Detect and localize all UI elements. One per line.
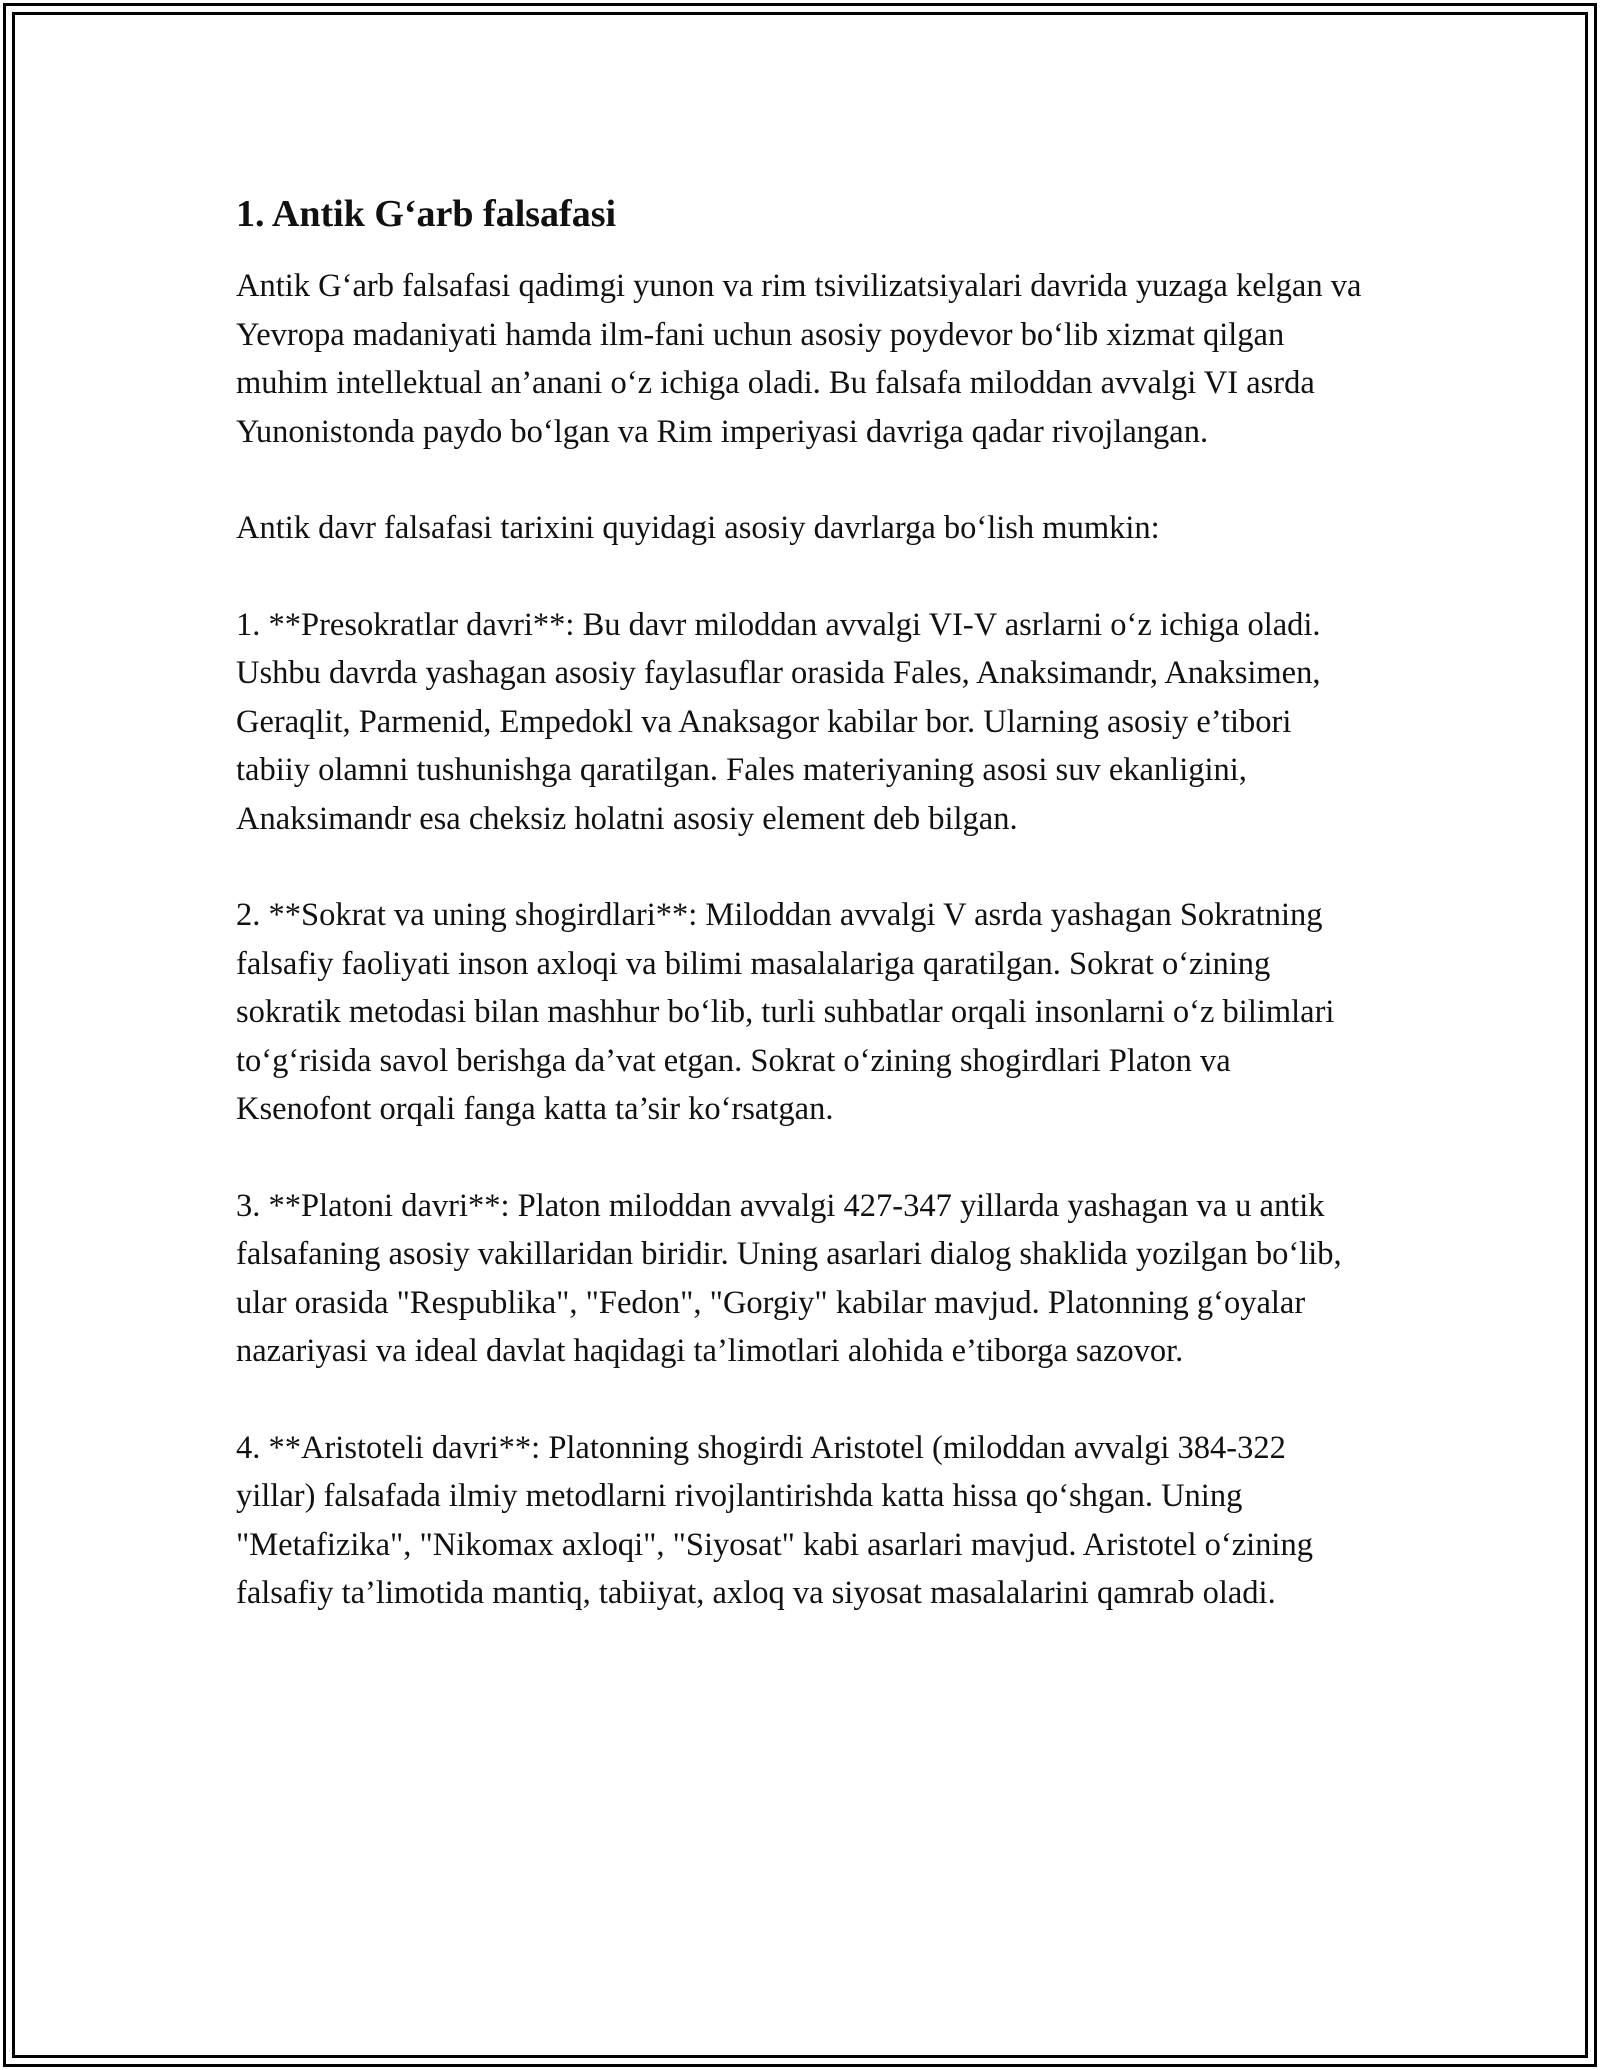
paragraph-plato: 3. **Platoni davri**: Platon miloddan avvalgi 427-347 yillarda yashagan va u antik falsafaning asosiy vakillaridan biridir. Uning asarlari dialog shaklida yozilgan bo‘lib, ular orasida "Respublika", "Fedon", "Gorgiy" kabilar mavjud. Platonning g‘oyalar nazariyasi va ideal davlat haqidagi ta’limotlari alohida e’tiborga sazovor. bbox=[236, 1187, 1342, 1369]
paragraph-aristotle: 4. **Aristoteli davri**: Platonning shogirdi Aristotel (miloddan avvalgi 384-322 yillar) falsafada ilmiy metodlarni rivojlantirishda katta hissa qo‘shgan. Uning "Metafizika", "Nikomax axloqi", "Siyosat" kabi asarlari mavjud. Aristotel o‘zining falsafiy ta’limotida mantiq, tabiiyat, axloq va siyosat masalalarini qamrab oladi. bbox=[236, 1429, 1313, 1611]
paragraph-intro: Antik G‘arb falsafasi qadimgi yunon va rim tsivilizatsiyalari davrida yuzaga kelgan va Yevropa madaniyati hamda ilm-fani uchun asosiy poydevor bo‘lib xizmat qilgan muhim intellektual an’anani o‘z ichiga oladi. Bu falsafa miloddan avvalgi VI asrda Yunonistonda paydo bo‘lgan va Rim imperiyasi davriga qadar rivojlangan. bbox=[236, 268, 1362, 450]
paragraph-periods-intro: Antik davr falsafasi tarixini quyidagi asosiy davrlarga bo‘lish mumkin: bbox=[236, 510, 1160, 546]
paragraph-presocratics: 1. **Presokratlar davri**: Bu davr miloddan avvalgi VI-V asrlarni o‘z ichiga oladi. Ushbu davrda yashagan asosiy faylasuflar orasida Fales, Anaksimandr, Anaksimen, Geraqlit, Parmenid, Empedokl va Anaksagor kabilar bor. Ularning asosiy e’tibori tabiiy olamni tushunishga qaratilgan. Fales materiyaning asosi suv ekanligini, Anaksimandr esa cheksiz holatni asosiy element deb bilgan. bbox=[236, 606, 1321, 837]
paragraph-socrates: 2. **Sokrat va uning shogirdlari**: Miloddan avvalgi V asrda yashagan Sokratning falsafiy faoliyati inson axloqi va bilimi masalalariga qaratilgan. Sokrat o‘zining sokratik metodasi bilan mashhur bo‘lib, turli suhbatlar orqali insonlarni o‘z bilimlari to‘g‘risida savol berishga da’vat etgan. Sokrat o‘zining shogirdlari Platon va Ksenofont orqali fanga katta ta’sir ko‘rsatgan. bbox=[236, 897, 1335, 1127]
document-body bbox=[236, 186, 1372, 1666]
section-heading: 1. Antik G‘arb falsafasi bbox=[236, 193, 617, 235]
